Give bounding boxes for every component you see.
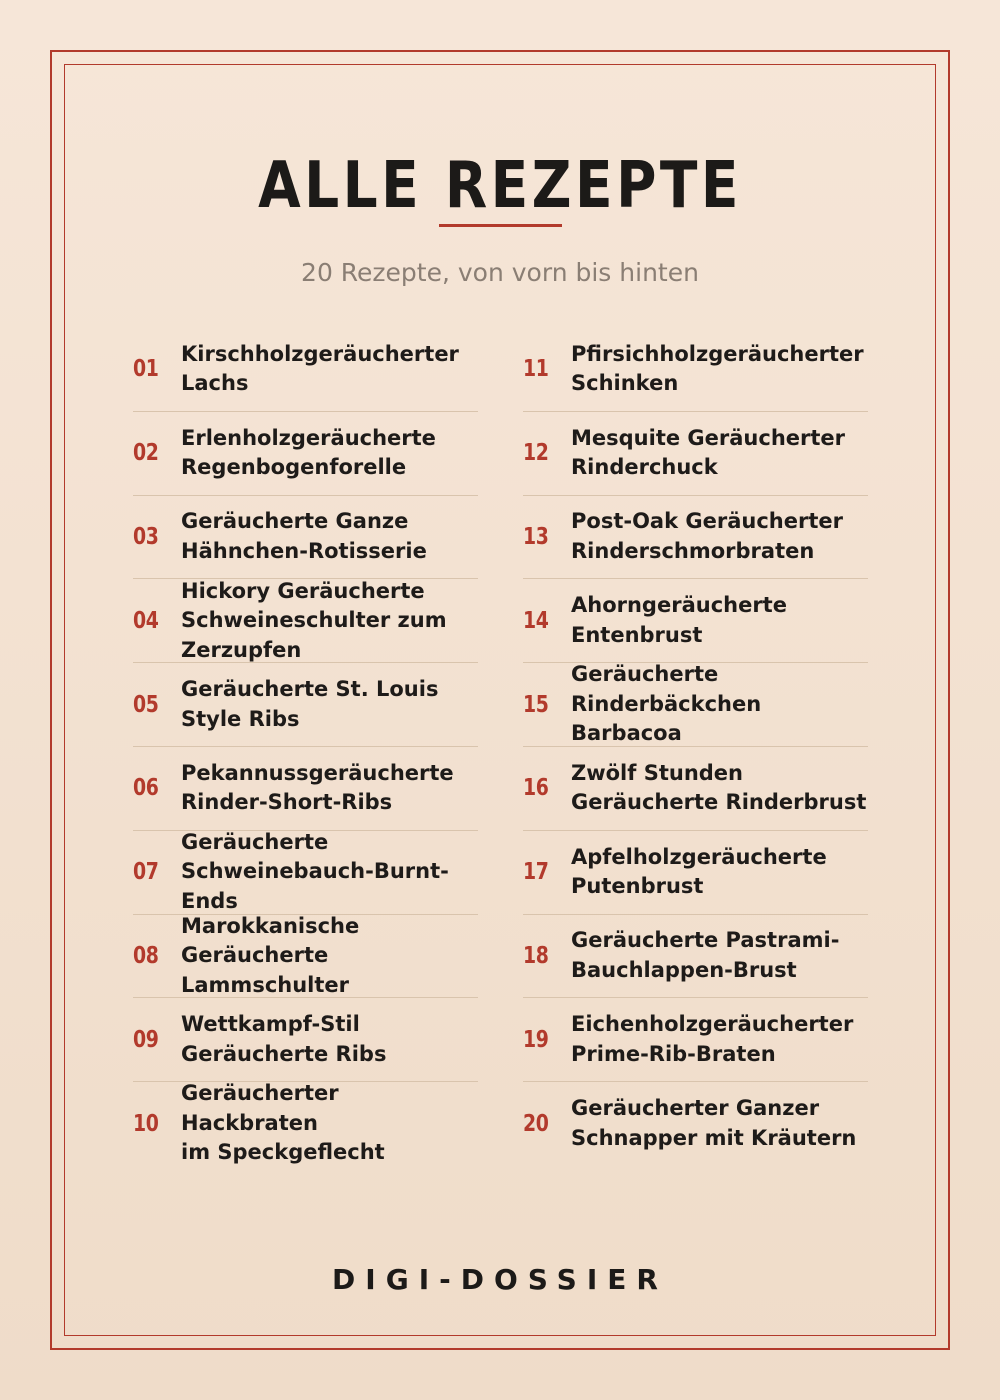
- recipe-number: 18: [523, 942, 549, 969]
- recipe-number: 06: [133, 775, 159, 802]
- recipe-item: [133, 578, 478, 662]
- recipe-number: 10: [133, 1110, 159, 1137]
- recipe-number: 20: [523, 1110, 549, 1137]
- recipe-number: 01: [133, 356, 159, 383]
- recipe-number: 13: [523, 523, 549, 550]
- recipe-name: Ahorngeräucherte Entenbrust: [571, 593, 787, 647]
- recipe-name: Geräucherte Ganze Hähnchen-Rotisserie: [181, 509, 427, 563]
- recipe-name: Geräucherte Schweinebauch-Burnt- Ends: [181, 829, 449, 913]
- recipe-name: Mesquite Geräucherter Rinderchuck: [571, 425, 846, 480]
- page-subtitle: 20 Rezepte, von vorn bis hinten: [301, 258, 699, 287]
- recipe-item: [523, 914, 868, 998]
- recipe-number: 12: [523, 440, 549, 467]
- recipe-name: Pekannussgeräucherte Rinder-Short-Ribs: [181, 760, 454, 815]
- recipe-item: [523, 746, 868, 830]
- recipe-number: 15: [523, 691, 549, 718]
- recipe-number: 14: [523, 607, 549, 634]
- recipe-number: 09: [133, 1026, 159, 1053]
- recipe-number: 07: [133, 859, 159, 886]
- recipe-item: [133, 495, 478, 579]
- recipe-item: [133, 662, 478, 746]
- recipe-list-right: [523, 328, 868, 1165]
- recipe-number: 17: [523, 859, 549, 886]
- recipe-number: 19: [523, 1026, 549, 1053]
- recipe-number: 05: [133, 691, 159, 718]
- brand-name: DIGI-DOSSIER: [332, 1263, 668, 1296]
- recipe-item: [523, 411, 868, 495]
- recipe-item: [523, 662, 868, 746]
- recipe-list-left: [133, 328, 478, 1165]
- recipe-item: [133, 746, 478, 830]
- recipe-number: 02: [133, 440, 159, 467]
- recipe-item: [523, 1081, 868, 1165]
- recipe-item: [523, 495, 868, 579]
- page-title: ALLE REZEPTE: [258, 149, 742, 223]
- recipe-name: Geräucherter Ganzer Schnapper mit Kräutern: [571, 1096, 857, 1150]
- recipe-item: [523, 830, 868, 914]
- recipe-name: Geräucherter Hackbraten im Speckgeflecht: [181, 1081, 385, 1165]
- recipe-name: Apfelholzgeräucherte Putenbrust: [571, 844, 827, 899]
- recipe-name: Geräucherte St. Louis Style Ribs: [181, 677, 439, 731]
- recipe-number: 04: [133, 607, 159, 634]
- recipe-item: [133, 830, 478, 914]
- recipe-item: [523, 578, 868, 662]
- recipe-name: Hickory Geräucherte Schweineschulter zum Zerzupfen: [181, 578, 447, 662]
- recipe-item: [133, 328, 478, 411]
- recipe-name: Eichenholzgeräucherter Prime-Rib-Braten: [571, 1012, 854, 1066]
- recipe-item: [523, 997, 868, 1081]
- recipe-number: 11: [523, 356, 549, 383]
- recipe-name: Marokkanische Geräucherte Lammschulter: [181, 913, 360, 997]
- recipe-name: Post-Oak Geräucherter Rinderschmorbraten: [571, 509, 843, 563]
- recipe-item: [133, 411, 478, 495]
- recipe-name: Wettkampf-Stil Geräucherte Ribs: [181, 1012, 387, 1066]
- recipe-name: Zwölf Stunden Geräucherte Rinderbrust: [571, 760, 867, 815]
- recipe-name: Kirschholzgeräucherter Lachs: [181, 341, 459, 396]
- recipe-number: 08: [133, 942, 159, 969]
- title-underline: [439, 224, 562, 227]
- recipe-item: [133, 1081, 478, 1165]
- recipe-name: Erlenholzgeräucherte Regenbogenforelle: [181, 425, 436, 480]
- recipe-number: 03: [133, 523, 159, 550]
- recipe-name: Pfirsichholzgeräucherter Schinken: [571, 341, 864, 396]
- recipe-number: 16: [523, 775, 549, 802]
- recipe-item: [133, 914, 478, 998]
- recipe-name: Geräucherte Pastrami- Bauchlappen-Brust: [571, 928, 840, 982]
- recipe-item: [133, 997, 478, 1081]
- recipe-name: Geräucherte Rinderbäckchen Barbacoa: [571, 662, 762, 746]
- recipe-item: [523, 328, 868, 411]
